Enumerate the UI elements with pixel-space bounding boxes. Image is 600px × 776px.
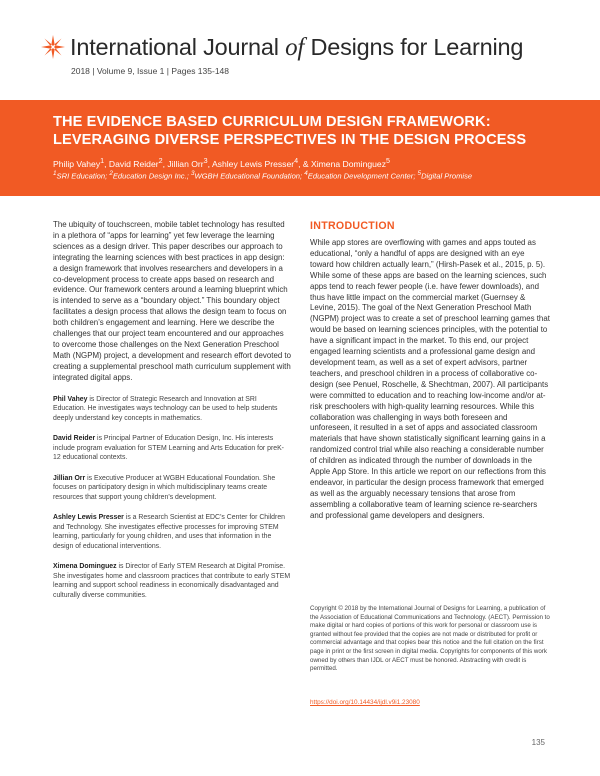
introduction-body: While app stores are overflowing with games and apps touted as educational, “only a handful of apps are designed with an eye toward how children actually learn,” (Hirsh-Pasek et al., 2015, p. 5). While some of these apps are based on the learning sciences, such apps tend to reach fewer people (i.e. have fewer downloads), and thus have little impact on the commercial market (Guernsey & Levine, 2015). The goal of the Next Generation Preschool Math (NGPM) project was to create a set of preschool learning games that would be based on learning sciences principles, with the potential to have a significant impact in the market. To this end, our project engaged learning scientists and a professional game design and development team, as well as a set of expert advisors, partner teachers, and preschool children in a process of collaborative co-design (see Penuel, Roschelle, & Shechtman, 2007). All participants were committed to education and to reaching low-income and/or at-risk preschoolers with high-quality learning resources. While this collaboration was challenging in ways both foreseen and unforeseen, it resulted in a set of apps and associated classroom materials that have shown statistically significant learning gains in a randomized control trial while also reaching a considerable number of children as indicated through the number of downloads in the Apple App Store. In this article we report on our reflections from this endeavor, in particular the design process framework that emerged as well as the arguably necessary tensions that arose from assembling a collaborative team of learning science re-searchers and professional game developers and designers. bbox=[310, 238, 550, 520]
right-column bbox=[310, 220, 550, 522]
author-bio: David Reider is Principal Partner of Education Design, Inc. His interests include program evaluation for STEM Learning and Arts Education for preK-12 educational contexts. bbox=[53, 435, 284, 462]
author-list: Philip Vahey$^1$, David Reider$^2$, Jillian Orr$^3$, Ashley Lewis Presser$^4$, & Ximena Dominguez$^5$ bbox=[53, 157, 390, 169]
copyright-notice: Copyright © 2018 by the International Journal of Designs for Learning, a publication of the Association of Educational Communications and Technology. (AECT). Permission to make digital or hard copies of portions of this work for personal or classroom use is granted without fee provided that the copies are not made or distributed for profit or commercial advantage and that copies bear this notice and the full citation on the first page in print or the first screen in digital media. Copyrights for components of this work owned by others than IJDL or AECT must be honored. Abstracting with credit is permitted. bbox=[310, 605, 550, 673]
journal-title: International Journal of Designs for Learning bbox=[70, 34, 524, 61]
author-bio: Jillian Orr is Executive Producer at WGBH Educational Foundation. She focuses on participatory design in which multidisciplinary teams create resources that support young children’s development. bbox=[53, 474, 276, 501]
doi-link[interactable]: https://doi.org/10.14434/ijdl.v9i1.23080 bbox=[310, 699, 420, 706]
page-number: 135 bbox=[531, 738, 545, 747]
author-bio: Ashley Lewis Presser is a Research Scientist at EDC’s Center for Children and Technology. She investigates effective processes for improving STEM learning, particularly for young children, and uses that information in the design of educational interventions. bbox=[53, 514, 285, 550]
journal-masthead bbox=[40, 34, 580, 88]
author-bio: Ximena Dominguez is Director of Early STEM Research at Digital Promise. She investigates home and classroom practices that contribute to early STEM learning and support school readiness in economically disadvantaged and culturally diverse communities. bbox=[53, 563, 291, 599]
orange-star-icon bbox=[40, 34, 66, 60]
article-title: THE EVIDENCE BASED CURRICULUM DESIGN FRAMEWORK: LEVERAGING DIVERSE PERSPECTIVES IN THE DESIGN PROCESS bbox=[53, 114, 527, 148]
abstract: The ubiquity of touchscreen, mobile tablet technology has resulted in a plethora of “apps for learning” yet few leverage the learning sciences as a design driver. This paper describes our approach to integrating the learning sciences with best practices in app design: a design framework that involves researchers and developers in a co-development process to create apps based on research and evidence. Our framework centers around a learning blueprint which is intended to serve as a “boundary object.” This boundary object facilitates a design process that allows the design team to focus on both children’s engagement and learning. Here we describe the challenges that our project team encountered and our approaches to overcome those challenges on the Next Generation Preschool Math (NGPM) project, a development and research effort devoted to creating a supplemental preschool math curriculum supplement with integrated digital apps. bbox=[53, 220, 292, 382]
title-banner bbox=[0, 100, 600, 196]
affiliation-list: $^1$SRI Education; $^2$Education Design Inc.; $^3$WGBH Educational Foundation; $^4$Education Development Center; $^5$Digital Promise bbox=[53, 170, 473, 181]
left-column bbox=[53, 220, 291, 600]
author-bio: Phil Vahey is Director of Strategic Research and Innovation at SRI Education. He investigates ways technology can be used to help students deeply understand key concepts in mathematics. bbox=[53, 395, 278, 422]
section-heading-introduction: INTRODUCTION bbox=[310, 220, 395, 232]
issue-info: 2018 | Volume 9, Issue 1 | Pages 135-148 bbox=[71, 66, 229, 76]
